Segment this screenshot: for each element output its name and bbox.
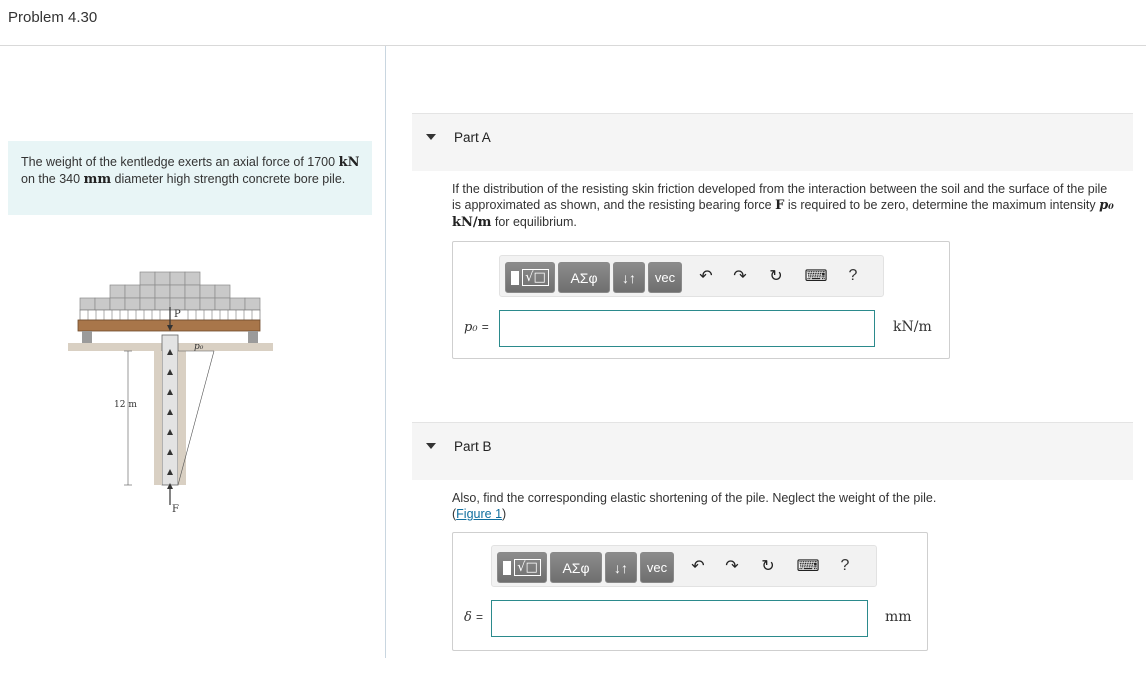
part-b-prompt: [452, 490, 1117, 522]
figure-link-wrapper: (Figure 1): [452, 507, 507, 521]
keyboard-icon[interactable]: ⌨: [804, 268, 828, 285]
reset-icon[interactable]: ↻: [769, 268, 783, 285]
vector-button[interactable]: vec: [648, 262, 682, 293]
part-a-variable-label: p₀ =: [464, 320, 489, 335]
part-b-toolbar: [491, 545, 877, 587]
page-title: Problem 4.30: [8, 9, 98, 26]
part-a-prompt-p0: p₀: [1099, 198, 1114, 213]
part-a-answer-box: [452, 241, 950, 359]
problem-unit-mm: mm: [83, 172, 112, 187]
reset-icon[interactable]: ↻: [761, 558, 775, 575]
part-a-prompt-text-3: for equilibrium.: [491, 215, 577, 229]
vector-button[interactable]: vec: [640, 552, 674, 583]
undo-icon[interactable]: ↶: [691, 558, 705, 575]
part-b-header[interactable]: [412, 422, 1133, 480]
part-a-prompt-unit: kN/m: [452, 215, 492, 230]
part-a-unit: kN/m: [893, 319, 932, 335]
undo-icon[interactable]: ↶: [699, 268, 713, 285]
part-a-toolbar: [499, 255, 884, 297]
part-b-unit: mm: [885, 609, 912, 625]
subscript-superscript-button[interactable]: ↓↑: [613, 262, 645, 293]
part-b-variable-label: δ =: [464, 610, 483, 625]
templates-button[interactable]: √□: [505, 262, 555, 293]
part-a-prompt-F: F: [775, 198, 785, 213]
label-P: P: [174, 309, 181, 320]
problem-text-3: diameter high strength concrete bore pile.: [111, 172, 346, 186]
part-b-answer-input[interactable]: [491, 600, 868, 637]
help-button[interactable]: ?: [848, 267, 858, 284]
part-a-prompt: [452, 181, 1117, 231]
collapse-caret-icon[interactable]: [426, 134, 436, 140]
templates-button[interactable]: √□: [497, 552, 547, 583]
panel-divider: [385, 46, 386, 658]
part-a-prompt-text-2: is required to be zero, determine the maximum intensity: [784, 198, 1100, 212]
redo-icon[interactable]: ↷: [725, 558, 739, 575]
part-b-prompt-text: Also, find the corresponding elastic shortening of the pile. Neglect the weight of the pile.: [452, 491, 937, 505]
part-a-label: Part A: [454, 130, 491, 145]
pile-figure: [66, 265, 278, 525]
label-p0: p₀: [194, 342, 204, 352]
subscript-superscript-button[interactable]: ↓↑: [605, 552, 637, 583]
problem-statement: [8, 141, 372, 215]
greek-symbols-button[interactable]: ΑΣφ: [550, 552, 602, 583]
part-b-answer-box: [452, 532, 928, 651]
greek-symbols-button[interactable]: ΑΣφ: [558, 262, 610, 293]
title-bar: [0, 0, 1146, 46]
problem-unit-kn: kN: [338, 155, 360, 170]
collapse-caret-icon[interactable]: [426, 443, 436, 449]
label-F: F: [172, 504, 179, 515]
label-length: 12 m: [114, 400, 137, 410]
pile-diagram: [66, 265, 278, 525]
figure-1-link[interactable]: Figure 1: [456, 507, 503, 521]
part-a-header[interactable]: [412, 113, 1133, 171]
part-a-prompt-text-1: If the distribution of the resisting skin friction developed from the interaction between the soil and the surface of the pile is approximated as shown, and the resisting bearing force: [452, 182, 1108, 212]
redo-icon[interactable]: ↷: [733, 268, 747, 285]
problem-text-2: on the 340: [21, 172, 84, 186]
part-a-answer-input[interactable]: [499, 310, 875, 347]
help-button[interactable]: ?: [840, 557, 850, 574]
problem-text-1: The weight of the kentledge exerts an axial force of 1700: [21, 155, 336, 169]
part-b-label: Part B: [454, 439, 492, 454]
keyboard-icon[interactable]: ⌨: [796, 558, 820, 575]
